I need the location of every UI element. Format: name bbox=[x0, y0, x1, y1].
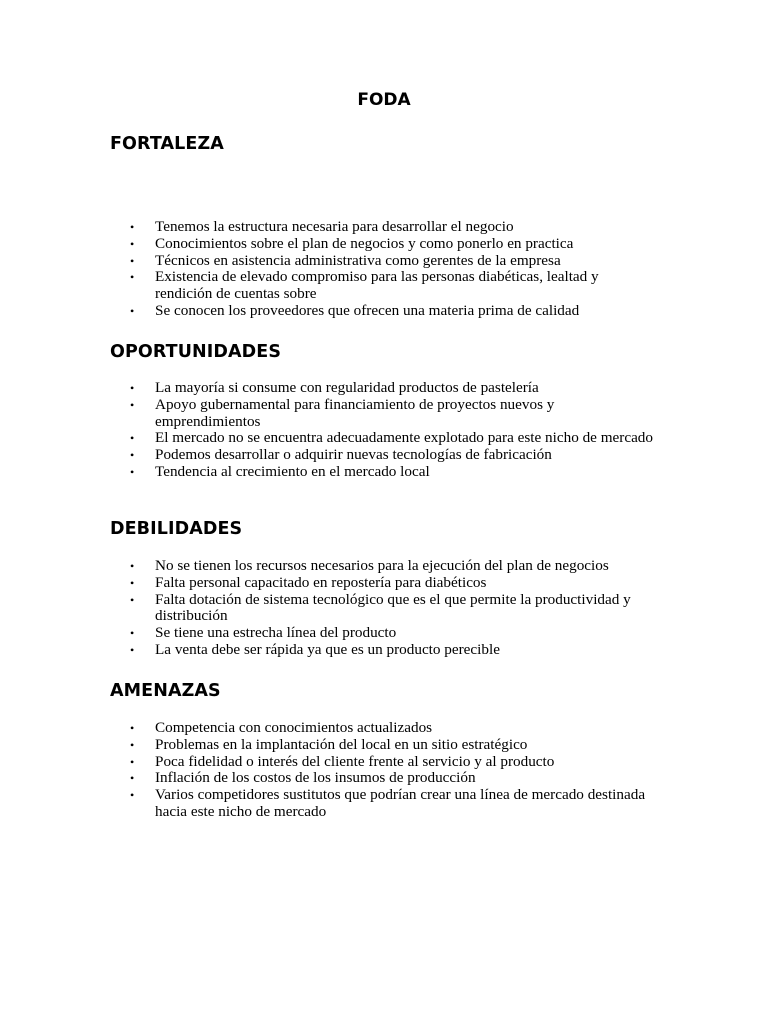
list-item: • Tenemos la estructura necesaria para desarrollar el negocio bbox=[128, 219, 658, 236]
section-heading-oportunidades: OPORTUNIDADES bbox=[110, 342, 282, 362]
section-heading-fortaleza: FORTALEZA bbox=[110, 134, 224, 154]
list-item: • Se tiene una estrecha línea del producto bbox=[128, 625, 658, 642]
list-item: • Inflación de los costos de los insumos de producción bbox=[128, 770, 658, 787]
list-item: • El mercado no se encuentra adecuadamente explotado para este nicho de mercado bbox=[128, 430, 658, 447]
list-item: • Conocimientos sobre el plan de negocios y como ponerlo en practica bbox=[128, 236, 658, 253]
list-item: • Competencia con conocimientos actualizados bbox=[128, 720, 658, 737]
list-item: • Técnicos en asistencia administrativa como gerentes de la empresa bbox=[128, 253, 658, 270]
list-fortaleza bbox=[128, 219, 658, 320]
list-item: • Apoyo gubernamental para financiamiento de proyectos nuevos y emprendimientos bbox=[128, 397, 658, 431]
list-oportunidades bbox=[128, 380, 658, 481]
list-amenazas bbox=[128, 720, 658, 821]
list-item: • Tendencia al crecimiento en el mercado local bbox=[128, 464, 658, 481]
section-heading-amenazas: AMENAZAS bbox=[110, 681, 221, 701]
section-heading-debilidades: DEBILIDADES bbox=[110, 519, 243, 539]
list-item: • Se conocen los proveedores que ofrecen una materia prima de calidad bbox=[128, 303, 658, 320]
list-item: • Existencia de elevado compromiso para las personas diabéticas, lealtad y rendición de cuentas sobre bbox=[128, 269, 658, 303]
list-item: • Falta personal capacitado en repostería para diabéticos bbox=[128, 575, 658, 592]
list-item: • Varios competidores sustitutos que podrían crear una línea de mercado destinada hacia este nicho de mercado bbox=[128, 787, 658, 821]
list-item: • La mayoría si consume con regularidad productos de pastelería bbox=[128, 380, 658, 397]
list-item: • Problemas en la implantación del local en un sitio estratégico bbox=[128, 737, 658, 754]
list-item: • Poca fidelidad o interés del cliente frente al servicio y al producto bbox=[128, 754, 658, 771]
list-debilidades bbox=[128, 558, 658, 659]
document-title: FODA bbox=[357, 90, 411, 110]
list-item: • No se tienen los recursos necesarios para la ejecución del plan de negocios bbox=[128, 558, 658, 575]
list-item: • Falta dotación de sistema tecnológico que es el que permite la productividad y distribución bbox=[128, 592, 658, 626]
list-item: • Podemos desarrollar o adquirir nuevas tecnologías de fabricación bbox=[128, 447, 658, 464]
list-item: • La venta debe ser rápida ya que es un producto perecible bbox=[128, 642, 658, 659]
